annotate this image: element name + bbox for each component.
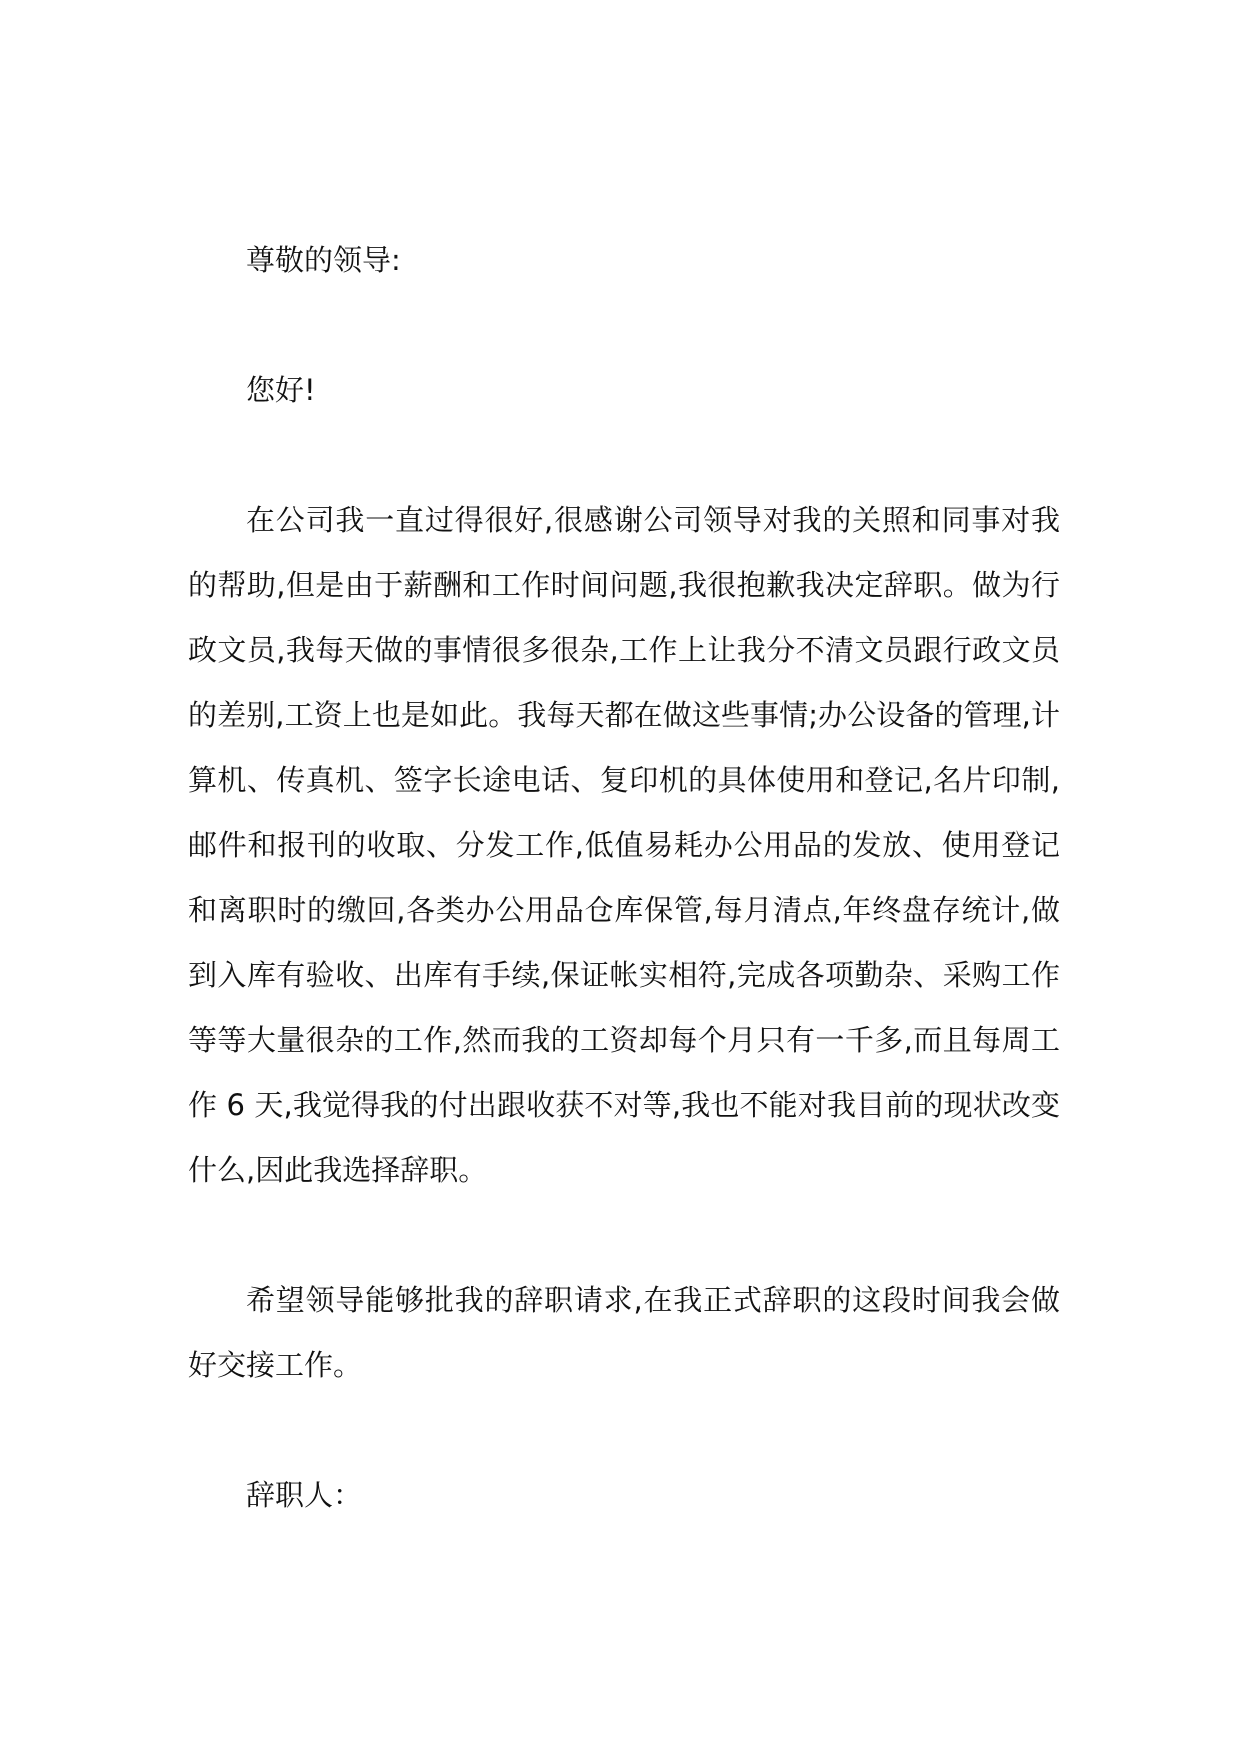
- letter-body: 在公司我一直过得很好,很感谢公司领导对我的关照和同事对我的帮助,但是由于薪酬和工作时间问题,我很抱歉我决定辞职。做为行政文员,我每天做的事情很多很杂,工作上让我分不清文员跟行政文员的差别,工资上也是如此。我每天都在做这些事情;办公设备的管理,计算机、传真机、签字长途电话、复印机的具体使用和登记,名片印制,邮件和报刊的收取、分发工作,低值易耗办公用品的发放、使用登记和离职时的缴回,各类办公用品仓库保管,每月清点,年终盘存统计,做到入库有验收、出库有手续,保证帐实相符,完成各项勤杂、采购工作等等大量很杂的工作,然而我的工资却每个月只有一千多,而且每周工作 6 天,我觉得我的付出跟收获不对等,我也不能对我目前的现状改变什么,因此我选择辞职。: [188, 503, 1060, 1187]
- resignation-letter: [188, 228, 1060, 1528]
- salutation: 尊敬的领导:: [246, 243, 401, 277]
- greeting: 您好!: [246, 373, 316, 407]
- closing-paragraph: 希望领导能够批我的辞职请求,在我正式辞职的这段时间我会做好交接工作。: [188, 1283, 1060, 1382]
- signature-line: 辞职人：: [246, 1478, 363, 1512]
